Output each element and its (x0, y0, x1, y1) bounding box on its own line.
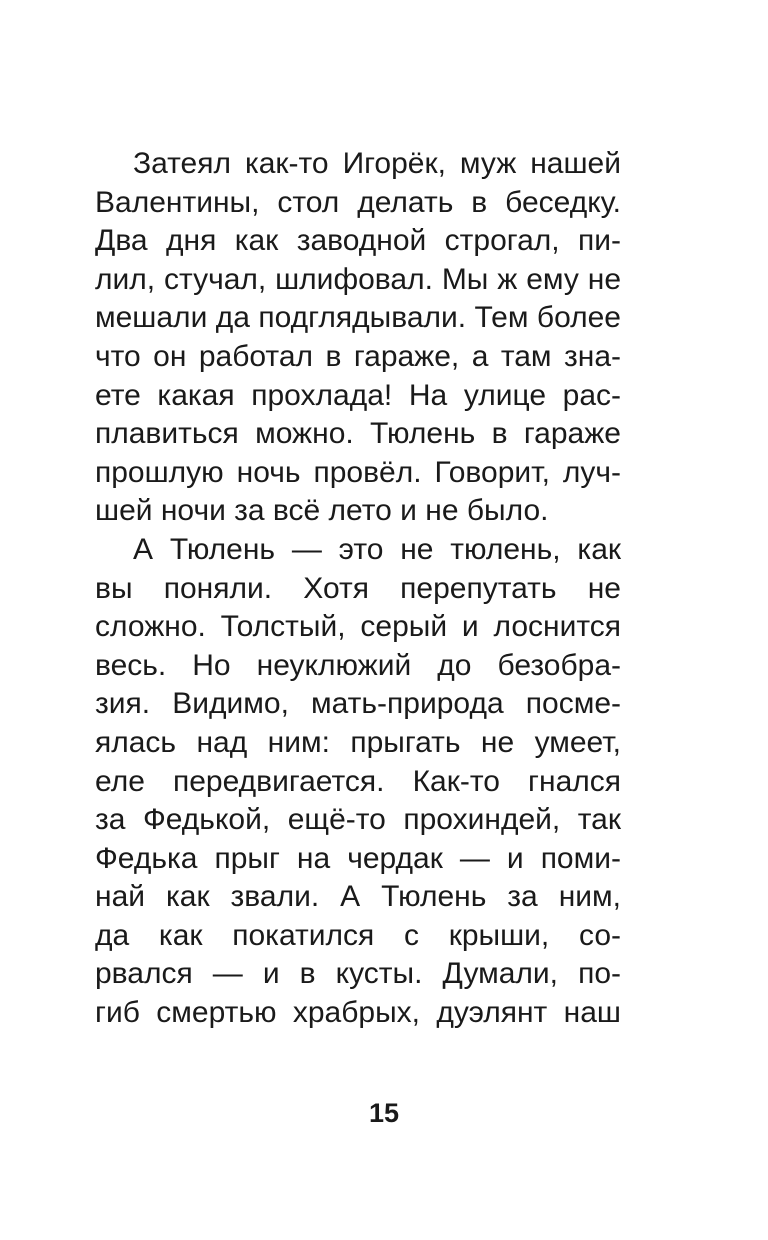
text-line: за Федькой, ещё-то прохиндей, так (95, 803, 621, 837)
book-page-text (95, 145, 621, 1033)
paragraph (95, 145, 621, 531)
text-line: шей ночи за всё лето и не было. (95, 494, 549, 528)
text-line: Федька прыг на чердак — и поми- (95, 841, 621, 875)
text-line: Два дня как заводной строгал, пи- (95, 224, 621, 258)
text-line: рвался — и в кусты. Думали, по- (95, 957, 621, 991)
text-line: Валентины, стол делать в беседку. (95, 185, 621, 219)
text-line: зия. Видимо, мать-природа посме- (95, 687, 621, 721)
text-line: Затеял как-то Игорёк, муж нашей (133, 147, 621, 180)
text-line: плавиться можно. Тюлень в гараже (95, 417, 621, 451)
text-line: что он работал в гараже, а там зна- (95, 339, 621, 373)
text-line: весь. Но неуклюжий до безобра- (95, 648, 621, 682)
text-line: най как звали. А Тюлень за ним, (95, 880, 621, 914)
text-line: гиб смертью храбрых, дуэлянт наш (95, 996, 621, 1030)
text-line: да как покатился с крыши, со- (95, 918, 621, 952)
text-line: сложно. Толстый, серый и лоснится (95, 610, 621, 644)
text-line: ялась над ним: прыгать не умеет, (95, 725, 621, 759)
text-line: ете какая прохлада! На улице рас- (95, 378, 621, 412)
text-line: прошлую ночь провёл. Говорит, луч- (95, 455, 621, 489)
text-line: вы поняли. Хотя перепутать не (95, 571, 621, 605)
paragraph (95, 531, 621, 1033)
page-number: 15 (368, 1098, 400, 1128)
text-line: А Тюлень — это не тюлень, как (133, 532, 621, 566)
text-line: мешали да подглядывали. Тем более (95, 301, 621, 335)
text-line: еле передвигается. Как-то гнался (95, 764, 621, 798)
text-line: лил, стучал, шлифовал. Мы ж ему не (95, 262, 621, 296)
